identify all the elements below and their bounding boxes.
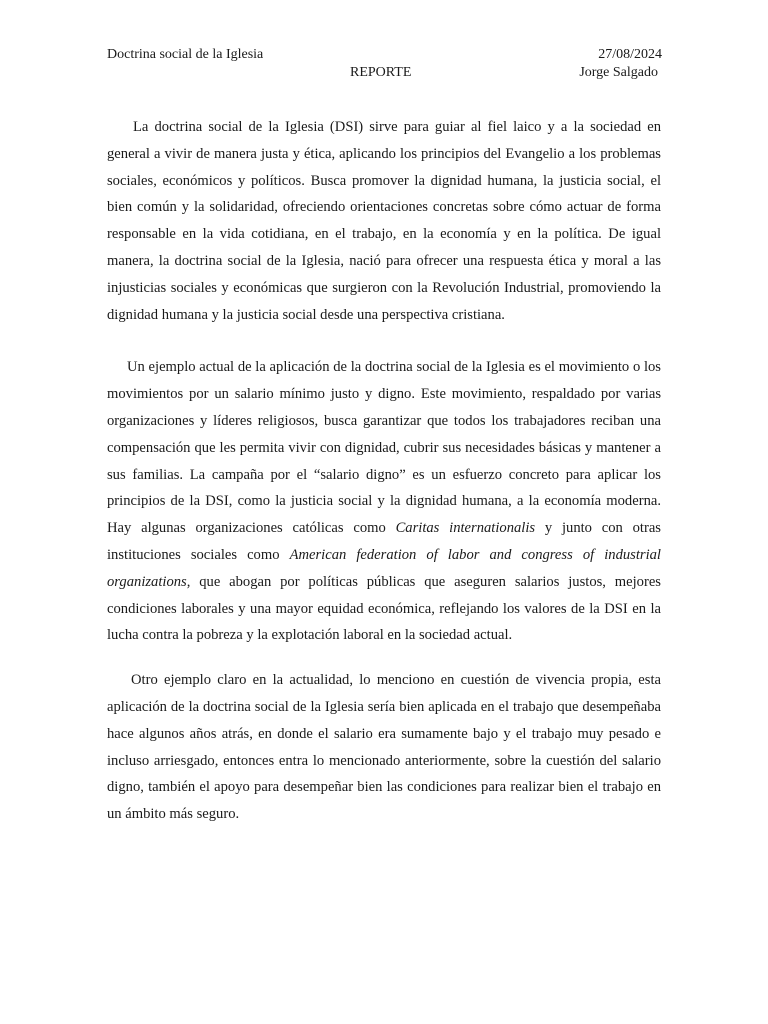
organization-caritas: Caritas internationalis: [395, 520, 536, 537]
paragraph-2-text-b: y junto con otras instituciones sociales como: [107, 520, 661, 563]
paragraph-1: La doctrina social de la Iglesia (DSI) sirve para guiar al fiel laico y a la sociedad en general a vivir de manera justa y ética, aplicando los principios del Evangelio a los problemas sociales, económicos y políticos. Busca promover la dignidad humana, la justicia social, el bien común y la solidaridad, ofreciendo orientaciones concretas sobre cómo actuar de forma responsable en la vida cotidiana, en el trabajo, en la economía y en la política. De igual manera, la doctrina social de la Iglesia, nació para ofrecer una respuesta ética y moral a las injusticias sociales y económicas que surgieron con la Revolución Industrial, promoviendo la dignidad humana y la justicia social desde una perspectiva cristiana.: [107, 119, 661, 323]
header-row-1: [107, 46, 662, 64]
course-title: Doctrina social de la Iglesia: [107, 47, 264, 62]
paragraph-2: [107, 354, 661, 649]
paragraph-2-text-c: , que abogan por políticas públicas que aseguren salarios justos, mejores condiciones laborales y una mayor equidad económica, reflejando los valores de la DSI en la lucha contra la pobreza y la explotación laboral en la sociedad actual.: [107, 573, 661, 644]
document-body: [107, 114, 661, 828]
paragraph-2-text-a: Un ejemplo actual de la aplicación de la doctrina social de la Iglesia es el movimiento o los movimientos por un salario mínimo justo y digno. Este movimiento, respaldado por varias organizaciones y líderes religiosos, busca garantizar que todos los trabajadores reciban una compensación que les permita vivir con dignidad, cubrir sus necesidades básicas y mantener a sus familias. La campaña por el “salario digno” es un esfuerzo concreto para aplicar los principios de la DSI, como la justicia social y la dignidad humana, a la economía moderna. Hay algunas organizaciones católicas como: [107, 359, 661, 537]
author-name: Jorge Salgado: [579, 65, 658, 80]
header-row-2: [107, 64, 662, 82]
paragraph-3: Otro ejemplo claro en la actualidad, lo menciono en cuestión de vivencia propia, esta aplicación de la doctrina social de la Iglesia sería bien aplicada en el trabajo que desempeñaba hace algunos años atrás, en donde el salario era sumamente bajo y el trabajo muy pesado e incluso arriesgado, entonces entra lo mencionado anteriormente, sobre la cuestión del salario digno, también el apoyo para desempeñar bien las condiciones para realizar bien el trabajo en un ámbito más seguro.: [107, 672, 661, 823]
organization-aflcio: American federation of labor and congress of industrial organizations: [107, 546, 661, 590]
document-type: REPORTE: [350, 65, 412, 80]
document-header: [107, 46, 662, 82]
report-date: 27/08/2024: [598, 47, 662, 62]
